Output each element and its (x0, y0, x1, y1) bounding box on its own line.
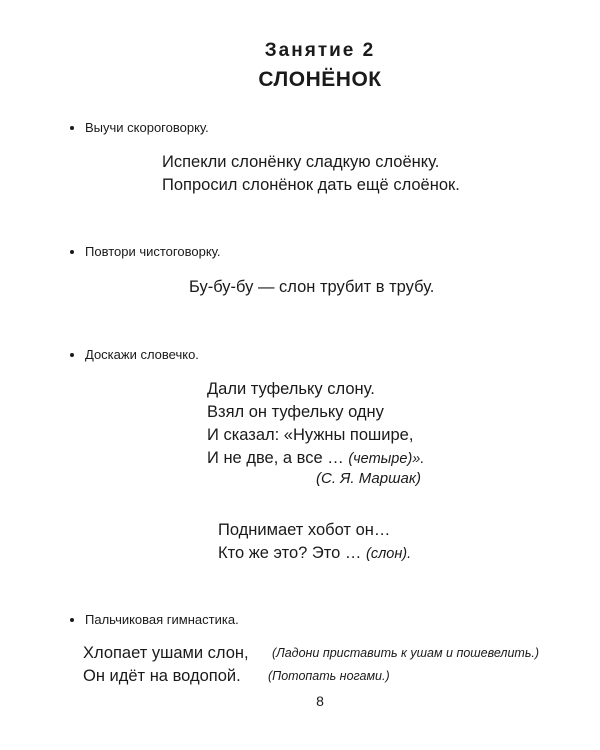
answer-text: (четыре)». (348, 451, 425, 467)
bullet-icon (70, 618, 74, 622)
bullet-icon (70, 353, 74, 357)
bullet-icon (70, 126, 74, 130)
verse-text: И не две, а все … (207, 449, 344, 467)
bullet-icon (70, 250, 74, 254)
verse-line: Дали туфельку слону. (207, 380, 375, 398)
poem (207, 378, 424, 471)
verse-line: Попросил слонёнок дать ещё слоёнок. (162, 176, 460, 194)
section-label-finger-gymnastics (70, 612, 239, 627)
page-title: СЛОНЁНОК (258, 68, 382, 91)
section-label: Выучи скороговорку. (85, 120, 209, 135)
riddle (218, 519, 411, 566)
verse-line: И сказал: «Нужны пошире, (207, 426, 414, 444)
tongue-twister (162, 151, 460, 197)
verse-line: Бу-бу-бу — слон трубит в трубу. (189, 278, 435, 296)
verse-line: Испекли слонёнку сладкую слоёнку. (162, 153, 440, 171)
pure-phrase (189, 276, 434, 299)
section-label: Пальчиковая гимнастика. (85, 612, 239, 627)
section-label-finish-word (70, 347, 199, 362)
answer-text: (слон). (366, 546, 412, 562)
gymnastics-hint-1: (Ладони приставить к ушам и пошевелить.) (272, 646, 540, 660)
lesson-heading: Занятие 2 (264, 40, 376, 61)
verse-line (218, 542, 411, 566)
page-number: 8 (316, 693, 324, 709)
gymnastics-hint-2: (Потопать ногами.) (268, 669, 390, 683)
section-label-tongue-twister (70, 120, 209, 135)
verse-line: Взял он туфельку одну (207, 403, 384, 421)
gymnastics-line-2: Он идёт на водопой. (83, 667, 241, 685)
gymnastics-line-1: Хлопает ушами слон, (83, 644, 249, 662)
section-label: Доскажи словечко. (85, 347, 199, 362)
verse-text: Кто же это? Это … (218, 544, 362, 562)
section-label-pure-phrase (70, 244, 220, 259)
section-label: Повтори чистоговорку. (85, 244, 221, 259)
poem-author: (С. Я. Маршак) (316, 470, 421, 487)
verse-line: Поднимает хобот он… (218, 521, 391, 539)
verse-line (207, 447, 424, 471)
